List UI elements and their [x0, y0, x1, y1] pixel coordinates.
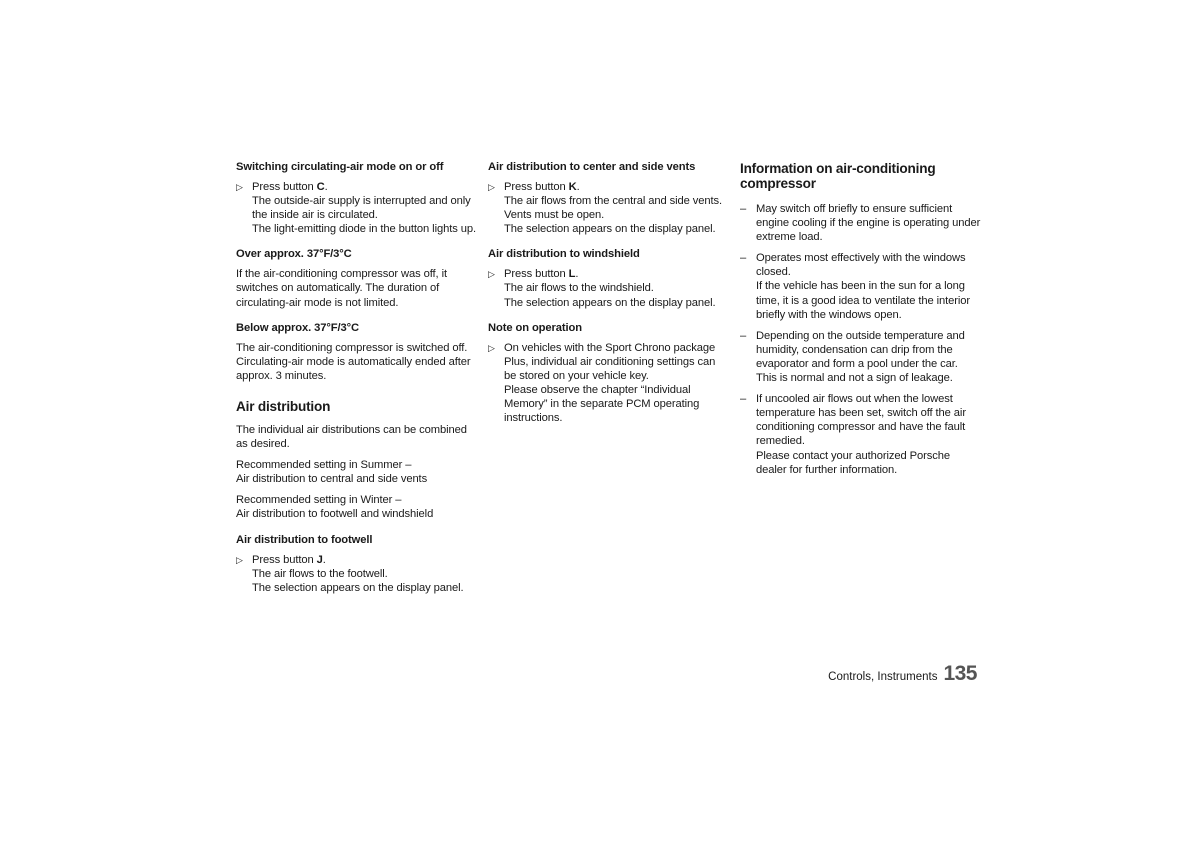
press-suffix: . [575, 268, 579, 281]
section-note-on-operation [488, 321, 728, 426]
instruction-item [236, 180, 476, 236]
heading-below-temperature: Below approx. 37°F/3°C [236, 321, 360, 334]
heading-center-side-vents: Air distribution to center and side vents [488, 161, 696, 173]
list-item [740, 392, 982, 477]
list-item-text: Depending on the outside temperature and humidity, condensation can drip from the evaporator and form a pool under the car. [756, 329, 965, 370]
press-prefix: Press button [252, 553, 317, 566]
instruction-text: The selection appears on the display panel. [252, 581, 464, 594]
page-footer [800, 662, 977, 688]
section-center-side-vents [488, 160, 728, 236]
list-item [740, 329, 982, 385]
button-key-label: L [568, 268, 576, 281]
section-over-temperature [236, 247, 476, 309]
section-label: Controls, Instruments [828, 671, 938, 683]
triangle-bullet-icon: ▷ [488, 269, 495, 280]
heading-footwell: Air distribution to footwell [236, 533, 373, 546]
heading-note-on-operation: Note on operation [488, 321, 583, 334]
paragraph-below-temperature: The air-conditioning compressor is switched off. Circulating-air mode is automatically ended after approx. 3 minutes. [236, 341, 471, 382]
instruction-text: The selection appears on the display panel. [504, 223, 716, 236]
instruction-text: The selection appears on the display panel. [504, 296, 716, 309]
winter-line-2: Air distribution to footwell and windshield [236, 508, 434, 521]
summer-line-2: Air distribution to central and side vents [236, 473, 428, 486]
press-prefix: Press button [504, 268, 569, 281]
press-prefix: Press button [252, 181, 317, 193]
instruction-text: The light-emitting diode in the button lights up. [252, 223, 476, 236]
button-key-label: C [316, 181, 325, 193]
instruction-text: The air flows to the windshield. [504, 282, 654, 295]
press-suffix: . [322, 553, 326, 566]
instruction-item [488, 341, 728, 426]
section-switching-circulating-air [236, 160, 476, 236]
instruction-item [236, 553, 476, 595]
column-left [236, 160, 476, 606]
heading-windshield: Air distribution to windshield [488, 248, 640, 261]
summer-line-1: Recommended setting in Summer – [236, 459, 412, 472]
section-below-temperature [236, 321, 476, 383]
instruction-item [488, 180, 728, 236]
press-suffix: . [324, 181, 328, 193]
paragraph-air-distribution-intro: The individual air distributions can be combined as desired. [236, 423, 467, 451]
press-button-line [504, 180, 728, 194]
instruction-text: The outside-air supply is interrupted and only the inside air is circulated. [252, 195, 471, 222]
press-prefix: Press button [504, 181, 569, 193]
instruction-text: The air flows to the footwell. [252, 567, 388, 580]
column-right [740, 160, 982, 484]
dash-bullet-icon: – [740, 252, 747, 265]
section-air-distribution-footwell [236, 533, 476, 595]
triangle-bullet-icon: ▷ [236, 182, 243, 192]
press-button-line [252, 553, 476, 567]
press-button-line [252, 180, 476, 194]
list-item-text: Please contact your authorized Porsche dealer for further information. [756, 449, 950, 476]
list-item-text: May switch off briefly to ensure sufficient engine cooling if the engine is operating under extreme load. [756, 203, 981, 244]
dash-bullet-icon: – [740, 393, 747, 406]
list-item-text: Operates most effectively with the windows closed. [756, 252, 966, 279]
note-text: On vehicles with the Sport Chrono package Plus, individual air conditioning settings can be stored on your vehicle key. [504, 341, 716, 382]
heading-switching-circulating-air: Switching circulating-air mode on or off [236, 161, 444, 173]
column-middle [488, 160, 728, 436]
list-item-text: This is normal and not a sign of leakage. [756, 372, 953, 385]
triangle-bullet-icon: ▷ [488, 182, 495, 192]
page-number: 135 [943, 662, 977, 685]
dash-bullet-icon: – [740, 203, 747, 215]
list-item [740, 251, 982, 321]
paragraph-over-temperature: If the air-conditioning compressor was off, it switches on automatically. The duration of circulating-air mode is not limited. [236, 268, 447, 309]
paragraph-summer-setting [236, 458, 476, 486]
press-suffix: . [576, 181, 580, 193]
section-windshield [488, 247, 728, 309]
paragraph-winter-setting [236, 493, 476, 521]
list-item [740, 202, 982, 244]
heading-compressor-information: Information on air-conditioning compressor [740, 161, 936, 191]
instruction-text: The air flows from the central and side vents. Vents must be open. [504, 195, 723, 222]
button-key-label: K [568, 181, 577, 193]
list-item-text: If the vehicle has been in the sun for a long time, it is a good idea to ventilate the interior briefly with the windows open. [756, 280, 970, 321]
heading-air-distribution: Air distribution [236, 398, 331, 414]
section-air-distribution [236, 399, 476, 522]
triangle-bullet-icon: ▷ [488, 342, 495, 353]
heading-over-temperature: Over approx. 37°F/3°C [236, 248, 352, 261]
winter-line-1: Recommended setting in Winter – [236, 494, 402, 507]
triangle-bullet-icon: ▷ [236, 554, 243, 565]
press-button-line [504, 267, 728, 281]
list-item-text: If uncooled air flows out when the lowest temperature has been set, switch off the air conditioning compressor and have the fault remedied. [756, 393, 966, 448]
dash-bullet-icon: – [740, 329, 747, 342]
button-key-label: J [316, 553, 323, 566]
note-text: Please observe the chapter “Individual Memory” in the separate PCM operating instructions. [504, 383, 700, 425]
instruction-item [488, 267, 728, 309]
